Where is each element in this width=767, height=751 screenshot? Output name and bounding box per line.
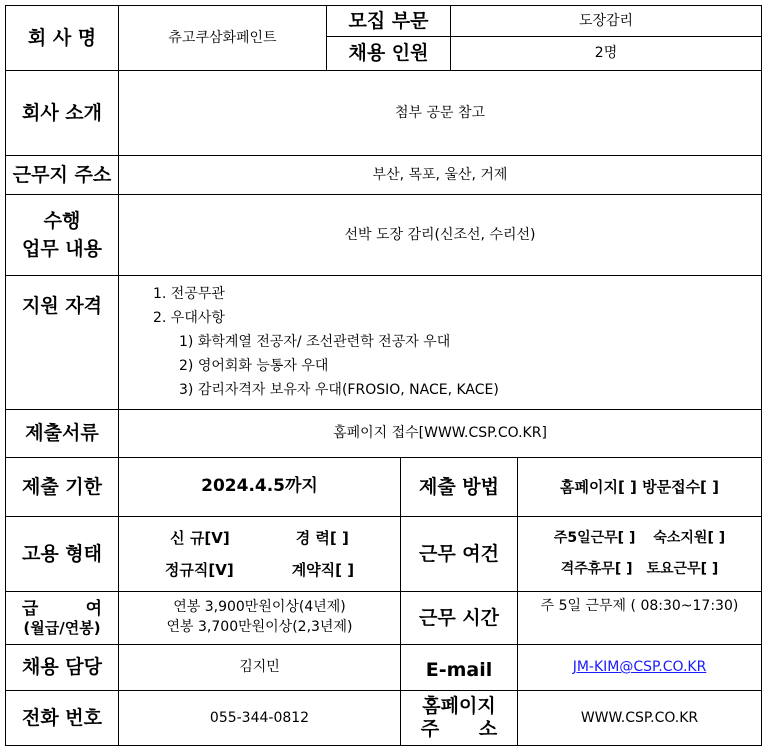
salary-value [118,591,401,645]
hire-count-value: 2명 [450,36,762,71]
email-link[interactable]: JM-KIM@CSP.CO.KR [572,659,707,675]
homepage-label-line1: 홈페이지 [422,695,496,718]
alternate-week-off-option: 격주휴무[ ] [560,561,633,577]
documents-value: 홈페이지 접수[WWW.CSP.CO.KR] [118,409,762,458]
work-conditions-label: 근무 여건 [400,516,518,592]
salary-line-23year: 연봉 3,700만원이상(2,3년제) [166,619,353,635]
work-hours-value: 주 5일 근무제 ( 08:30~17:30) [517,591,762,645]
deadline-value: 2024.4.5까지 [118,457,401,517]
qualification-subitem: 2) 영어회화 능통자 우대 [179,358,329,374]
work-address-value: 부산, 목포, 울산, 거제 [118,155,762,195]
recruiter-label: 채용 담당 [5,644,119,691]
duty-label-line1: 수행 [43,209,81,232]
submit-method-value: 홈페이지[ ] 방문접수[ ] [517,457,762,517]
salary-label-line2: (월급/연봉) [23,619,101,638]
employment-type-label: 고용 형태 [5,516,119,592]
deadline-label: 제출 기한 [5,457,119,517]
duty-value: 선박 도장 감리(신조선, 수리선) [118,194,762,276]
company-intro-label: 회사 소개 [5,70,119,156]
recruit-dept-value: 도장감리 [450,5,762,37]
recruiter-value: 김지민 [118,644,401,691]
salary-label [5,591,119,645]
work-conditions-options [517,516,762,592]
company-name-value: 츄고쿠삼화페인트 [118,5,327,71]
salary-label-line1: 급 여 [21,598,103,619]
email-cell [517,644,762,691]
work-hours-label: 근무 시간 [400,591,518,645]
company-intro-value: 첨부 공문 참고 [118,70,762,156]
homepage-value: WWW.CSP.CO.KR [517,690,762,746]
email-label: E-mail [400,644,518,691]
hire-count-label: 채용 인원 [326,36,451,71]
employment-regular-option: 정규직[V] [164,561,234,579]
qualification-subitem: 3) 감리자격자 보유자 우대(FROSIO, NACE, KACE) [179,382,499,398]
employment-contract-option: 계약직[ ] [291,561,355,579]
salary-line-4year: 연봉 3,900만원이상(4년제) [173,599,346,616]
work-address-label: 근무지 주소 [5,155,119,195]
employment-new-option: 신 규[V] [170,528,230,547]
qualification-item: 2. 우대사항 [153,310,225,326]
company-name-label: 회 사 명 [5,5,119,71]
five-day-week-option: 주5일근무[ ] [553,530,636,546]
homepage-label [400,690,518,746]
employment-career-option: 경 력[ ] [295,528,349,547]
saturday-work-option: 토요근무[ ] [646,561,719,577]
documents-label: 제출서류 [5,409,119,458]
recruit-dept-label: 모집 부문 [326,5,451,37]
employment-type-options [118,516,401,592]
submit-method-label: 제출 방법 [400,457,518,517]
qualification-list [118,275,762,410]
dorm-support-option: 숙소지원[ ] [653,530,726,546]
qualification-item: 1. 전공무관 [153,286,225,302]
duty-label [5,194,119,276]
qualification-subitem: 1) 화학계열 전공자/ 조선관련학 전공자 우대 [179,334,451,350]
phone-value: 055-344-0812 [118,690,401,746]
homepage-label-line2: 주 소 [420,718,498,740]
phone-label: 전화 번호 [5,690,119,746]
qualification-label: 지원 자격 [5,275,119,410]
duty-label-line2: 업무 내용 [21,238,103,260]
